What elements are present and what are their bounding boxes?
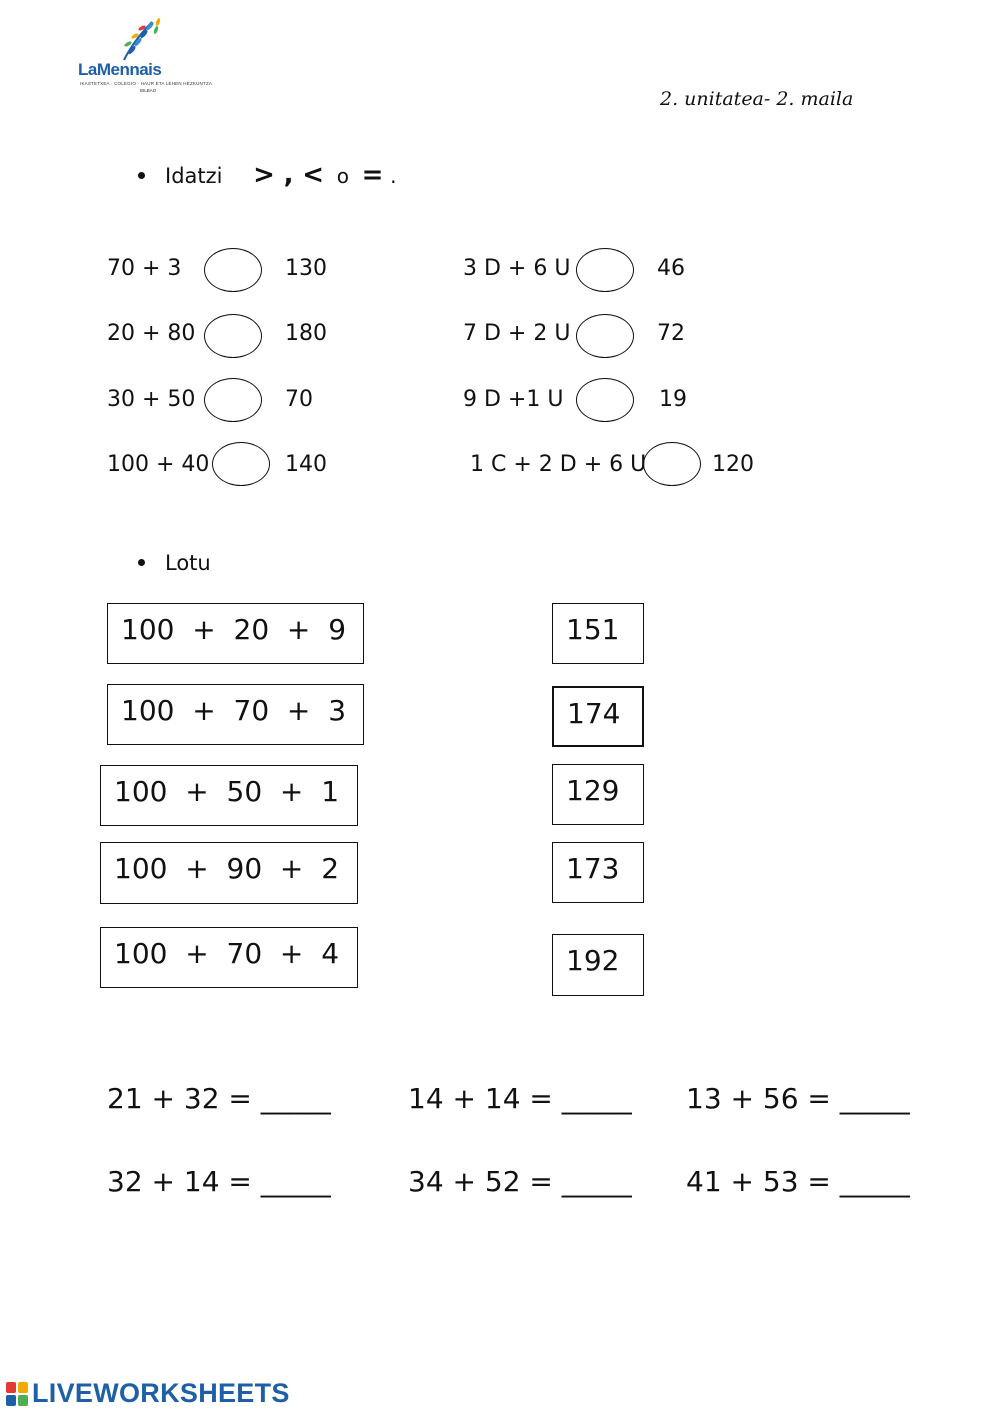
comparison-right: 180 — [285, 321, 327, 346]
instruction-word: Idatzi — [165, 164, 223, 188]
period: . — [390, 164, 397, 188]
comparison-answer-oval[interactable] — [576, 248, 634, 292]
match-number-box[interactable]: 129 — [552, 764, 644, 825]
comparison-left: 1 C + 2 D + 6 U — [470, 452, 647, 477]
comparison-answer-oval[interactable] — [204, 314, 262, 358]
addition-exercise[interactable]: 21 + 32 = _____ — [107, 1082, 331, 1115]
match-expression-box[interactable]: 100 + 50 + 1 — [100, 765, 358, 826]
brand-logo-icon — [6, 1382, 30, 1408]
equals-symbol: = — [361, 160, 384, 190]
comparison-answer-oval[interactable] — [204, 378, 262, 422]
greater-than-symbol: > — [253, 160, 275, 190]
logo-city: BILBAO — [140, 88, 157, 93]
comparison-left: 100 + 40 — [107, 452, 210, 477]
match-number-box[interactable]: 173 — [552, 842, 644, 903]
comparison-answer-oval[interactable] — [576, 378, 634, 422]
comparison-left: 70 + 3 — [107, 256, 182, 281]
instruction-match — [138, 551, 211, 575]
comparison-answer-oval[interactable] — [204, 248, 262, 292]
addition-exercise[interactable]: 14 + 14 = _____ — [408, 1082, 632, 1115]
school-logo — [78, 18, 213, 96]
comparison-right: 46 — [657, 256, 685, 281]
addition-exercise[interactable]: 32 + 14 = _____ — [107, 1165, 331, 1198]
comparison-right: 120 — [712, 452, 754, 477]
addition-exercise[interactable]: 13 + 56 = _____ — [686, 1082, 910, 1115]
addition-exercise[interactable]: 34 + 52 = _____ — [408, 1165, 632, 1198]
comparison-left: 9 D +1 U — [463, 387, 564, 412]
comparison-right: 140 — [285, 452, 327, 477]
match-expression-box[interactable]: 100 + 70 + 3 — [107, 684, 364, 745]
match-number-box[interactable]: 174 — [552, 686, 644, 747]
comparison-answer-oval[interactable] — [576, 314, 634, 358]
comparison-left: 7 D + 2 U — [463, 321, 571, 346]
less-than-symbol: < — [302, 160, 325, 190]
comparison-answer-oval[interactable] — [643, 442, 701, 486]
comma: , — [283, 160, 294, 190]
comparison-right: 130 — [285, 256, 327, 281]
logo-subtitle: IKASTETXEA · COLEGIO · HAUR ETA LEHEN HEZKUNTZA — [80, 81, 213, 86]
match-number-box[interactable]: 151 — [552, 603, 644, 664]
brand-wordmark: LIVEWORKSHEETS — [32, 1378, 290, 1408]
or-word: o — [336, 164, 349, 188]
wheat-leaves-icon — [118, 18, 168, 62]
comparison-right: 72 — [657, 321, 685, 346]
match-expression-box[interactable]: 100 + 70 + 4 — [100, 927, 358, 988]
logo-name: LaMennais — [78, 60, 162, 79]
comparison-right: 19 — [659, 387, 687, 412]
instruction-word: Lotu — [165, 551, 211, 575]
instruction-compare — [138, 160, 397, 190]
unit-label: 2. unitatea- 2. maila — [660, 88, 854, 110]
match-expression-box[interactable]: 100 + 90 + 2 — [100, 842, 358, 904]
comparison-left: 30 + 50 — [107, 387, 196, 412]
comparison-left: 20 + 80 — [107, 321, 196, 346]
comparison-answer-oval[interactable] — [212, 442, 270, 486]
comparison-right: 70 — [285, 387, 313, 412]
addition-exercise[interactable]: 41 + 53 = _____ — [686, 1165, 910, 1198]
comparison-left: 3 D + 6 U — [463, 256, 571, 281]
bullet-dot — [138, 559, 145, 566]
bullet-dot — [138, 172, 145, 179]
match-number-box[interactable]: 192 — [552, 934, 644, 996]
match-expression-box[interactable]: 100 + 20 + 9 — [107, 603, 364, 664]
